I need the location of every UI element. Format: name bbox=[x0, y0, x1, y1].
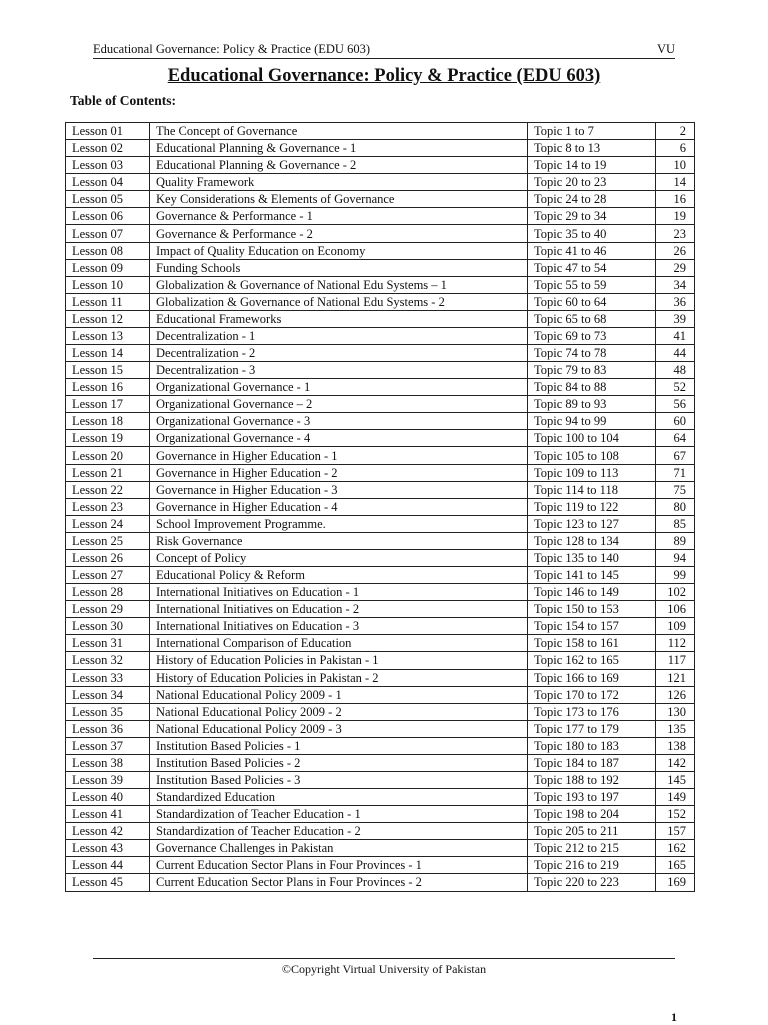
toc-row bbox=[66, 259, 695, 276]
lesson-cell: Lesson 36 bbox=[66, 720, 150, 737]
topic-range-cell: Topic 193 to 197 bbox=[528, 789, 656, 806]
toc-row bbox=[66, 686, 695, 703]
topic-range-cell: Topic 188 to 192 bbox=[528, 771, 656, 788]
lesson-title-cell: Educational Planning & Governance - 1 bbox=[150, 140, 528, 157]
toc-row bbox=[66, 874, 695, 891]
page-ref-cell: 112 bbox=[656, 635, 695, 652]
lesson-cell: Lesson 28 bbox=[66, 584, 150, 601]
lesson-cell: Lesson 34 bbox=[66, 686, 150, 703]
lesson-title-cell: Institution Based Policies - 1 bbox=[150, 737, 528, 754]
page-ref-cell: 39 bbox=[656, 310, 695, 327]
page-ref-cell: 109 bbox=[656, 618, 695, 635]
lesson-title-cell: Current Education Sector Plans in Four Provinces - 1 bbox=[150, 857, 528, 874]
lesson-title-cell: Risk Governance bbox=[150, 532, 528, 549]
lesson-title-cell: Organizational Governance – 2 bbox=[150, 396, 528, 413]
topic-range-cell: Topic 89 to 93 bbox=[528, 396, 656, 413]
lesson-title-cell: Globalization & Governance of National Edu Systems – 1 bbox=[150, 276, 528, 293]
lesson-cell: Lesson 41 bbox=[66, 806, 150, 823]
topic-range-cell: Topic 94 to 99 bbox=[528, 413, 656, 430]
toc-row bbox=[66, 174, 695, 191]
topic-range-cell: Topic 146 to 149 bbox=[528, 584, 656, 601]
toc-row bbox=[66, 208, 695, 225]
toc-row bbox=[66, 823, 695, 840]
toc-row bbox=[66, 652, 695, 669]
lesson-cell: Lesson 42 bbox=[66, 823, 150, 840]
page-ref-cell: 80 bbox=[656, 498, 695, 515]
topic-range-cell: Topic 170 to 172 bbox=[528, 686, 656, 703]
lesson-title-cell: Educational Planning & Governance - 2 bbox=[150, 157, 528, 174]
page-ref-cell: 75 bbox=[656, 481, 695, 498]
page-ref-cell: 162 bbox=[656, 840, 695, 857]
page-ref-cell: 10 bbox=[656, 157, 695, 174]
toc-row bbox=[66, 584, 695, 601]
topic-range-cell: Topic 20 to 23 bbox=[528, 174, 656, 191]
page-ref-cell: 85 bbox=[656, 515, 695, 532]
page-ref-cell: 145 bbox=[656, 771, 695, 788]
topic-range-cell: Topic 41 to 46 bbox=[528, 242, 656, 259]
lesson-title-cell: Decentralization - 3 bbox=[150, 362, 528, 379]
lesson-title-cell: Current Education Sector Plans in Four Provinces - 2 bbox=[150, 874, 528, 891]
toc-table bbox=[65, 122, 695, 892]
topic-range-cell: Topic 100 to 104 bbox=[528, 430, 656, 447]
toc-row bbox=[66, 567, 695, 584]
lesson-cell: Lesson 35 bbox=[66, 703, 150, 720]
footer-copyright: ©Copyright Virtual University of Pakistan bbox=[281, 962, 487, 976]
page-ref-cell: 67 bbox=[656, 447, 695, 464]
page-ref-cell: 48 bbox=[656, 362, 695, 379]
lesson-cell: Lesson 03 bbox=[66, 157, 150, 174]
lesson-cell: Lesson 07 bbox=[66, 225, 150, 242]
lesson-title-cell: Quality Framework bbox=[150, 174, 528, 191]
lesson-title-cell: Governance in Higher Education - 2 bbox=[150, 464, 528, 481]
toc-table-body bbox=[66, 123, 695, 892]
toc-row bbox=[66, 771, 695, 788]
topic-range-cell: Topic 109 to 113 bbox=[528, 464, 656, 481]
lesson-title-cell: Governance in Higher Education - 1 bbox=[150, 447, 528, 464]
lesson-cell: Lesson 06 bbox=[66, 208, 150, 225]
lesson-cell: Lesson 10 bbox=[66, 276, 150, 293]
lesson-title-cell: Key Considerations & Elements of Governance bbox=[150, 191, 528, 208]
toc-row bbox=[66, 225, 695, 242]
topic-range-cell: Topic 35 to 40 bbox=[528, 225, 656, 242]
toc-row bbox=[66, 515, 695, 532]
page-ref-cell: 6 bbox=[656, 140, 695, 157]
page-ref-cell: 52 bbox=[656, 379, 695, 396]
page-ref-cell: 2 bbox=[656, 123, 695, 140]
topic-range-cell: Topic 119 to 122 bbox=[528, 498, 656, 515]
topic-range-cell: Topic 84 to 88 bbox=[528, 379, 656, 396]
page-ref-cell: 16 bbox=[656, 191, 695, 208]
lesson-cell: Lesson 26 bbox=[66, 549, 150, 566]
topic-range-cell: Topic 166 to 169 bbox=[528, 669, 656, 686]
lesson-title-cell: School Improvement Programme. bbox=[150, 515, 528, 532]
toc-row bbox=[66, 481, 695, 498]
topic-range-cell: Topic 123 to 127 bbox=[528, 515, 656, 532]
topic-range-cell: Topic 177 to 179 bbox=[528, 720, 656, 737]
lesson-title-cell: Governance & Performance - 1 bbox=[150, 208, 528, 225]
page-ref-cell: 142 bbox=[656, 754, 695, 771]
lesson-title-cell: The Concept of Governance bbox=[150, 123, 528, 140]
page-ref-cell: 71 bbox=[656, 464, 695, 481]
lesson-cell: Lesson 44 bbox=[66, 857, 150, 874]
page-ref-cell: 89 bbox=[656, 532, 695, 549]
topic-range-cell: Topic 65 to 68 bbox=[528, 310, 656, 327]
lesson-cell: Lesson 14 bbox=[66, 345, 150, 362]
lesson-title-cell: Organizational Governance - 3 bbox=[150, 413, 528, 430]
topic-range-cell: Topic 184 to 187 bbox=[528, 754, 656, 771]
page-ref-cell: 126 bbox=[656, 686, 695, 703]
lesson-cell: Lesson 25 bbox=[66, 532, 150, 549]
page-ref-cell: 44 bbox=[656, 345, 695, 362]
page-ref-cell: 157 bbox=[656, 823, 695, 840]
running-header bbox=[93, 41, 675, 59]
topic-range-cell: Topic 141 to 145 bbox=[528, 567, 656, 584]
toc-row bbox=[66, 789, 695, 806]
page-ref-cell: 19 bbox=[656, 208, 695, 225]
page-title bbox=[0, 66, 768, 87]
lesson-title-cell: Governance in Higher Education - 4 bbox=[150, 498, 528, 515]
lesson-title-cell: Governance & Performance - 2 bbox=[150, 225, 528, 242]
page-ref-cell: 34 bbox=[656, 276, 695, 293]
toc-row bbox=[66, 806, 695, 823]
lesson-cell: Lesson 39 bbox=[66, 771, 150, 788]
lesson-cell: Lesson 37 bbox=[66, 737, 150, 754]
lesson-cell: Lesson 15 bbox=[66, 362, 150, 379]
lesson-title-cell: Standardized Education bbox=[150, 789, 528, 806]
page-ref-cell: 138 bbox=[656, 737, 695, 754]
lesson-cell: Lesson 45 bbox=[66, 874, 150, 891]
page-ref-cell: 165 bbox=[656, 857, 695, 874]
toc-row bbox=[66, 703, 695, 720]
lesson-cell: Lesson 33 bbox=[66, 669, 150, 686]
lesson-cell: Lesson 23 bbox=[66, 498, 150, 515]
lesson-title-cell: International Initiatives on Education - 3 bbox=[150, 618, 528, 635]
topic-range-cell: Topic 158 to 161 bbox=[528, 635, 656, 652]
toc-row bbox=[66, 532, 695, 549]
toc-row bbox=[66, 447, 695, 464]
toc-row bbox=[66, 601, 695, 618]
lesson-cell: Lesson 08 bbox=[66, 242, 150, 259]
page-ref-cell: 169 bbox=[656, 874, 695, 891]
lesson-title-cell: Institution Based Policies - 3 bbox=[150, 771, 528, 788]
header-course-title: Educational Governance: Policy & Practice (EDU 603) bbox=[93, 42, 370, 56]
lesson-title-cell: Standardization of Teacher Education - 1 bbox=[150, 806, 528, 823]
page-ref-cell: 23 bbox=[656, 225, 695, 242]
topic-range-cell: Topic 1 to 7 bbox=[528, 123, 656, 140]
toc-row bbox=[66, 720, 695, 737]
page-ref-cell: 60 bbox=[656, 413, 695, 430]
topic-range-cell: Topic 162 to 165 bbox=[528, 652, 656, 669]
topic-range-cell: Topic 150 to 153 bbox=[528, 601, 656, 618]
lesson-cell: Lesson 17 bbox=[66, 396, 150, 413]
topic-range-cell: Topic 60 to 64 bbox=[528, 293, 656, 310]
lesson-title-cell: Globalization & Governance of National Edu Systems - 2 bbox=[150, 293, 528, 310]
topic-range-cell: Topic 212 to 215 bbox=[528, 840, 656, 857]
lesson-title-cell: International Comparison of Education bbox=[150, 635, 528, 652]
toc-row bbox=[66, 737, 695, 754]
lesson-title-cell: National Educational Policy 2009 - 2 bbox=[150, 703, 528, 720]
lesson-cell: Lesson 18 bbox=[66, 413, 150, 430]
topic-range-cell: Topic 128 to 134 bbox=[528, 532, 656, 549]
lesson-title-cell: Standardization of Teacher Education - 2 bbox=[150, 823, 528, 840]
lesson-cell: Lesson 32 bbox=[66, 652, 150, 669]
lesson-cell: Lesson 24 bbox=[66, 515, 150, 532]
lesson-cell: Lesson 16 bbox=[66, 379, 150, 396]
page-ref-cell: 135 bbox=[656, 720, 695, 737]
lesson-cell: Lesson 13 bbox=[66, 327, 150, 344]
topic-range-cell: Topic 29 to 34 bbox=[528, 208, 656, 225]
lesson-cell: Lesson 21 bbox=[66, 464, 150, 481]
lesson-cell: Lesson 11 bbox=[66, 293, 150, 310]
toc-row bbox=[66, 293, 695, 310]
page-ref-cell: 117 bbox=[656, 652, 695, 669]
toc-row bbox=[66, 635, 695, 652]
toc-row bbox=[66, 413, 695, 430]
page-ref-cell: 130 bbox=[656, 703, 695, 720]
toc-row bbox=[66, 840, 695, 857]
lesson-title-cell: Impact of Quality Education on Economy bbox=[150, 242, 528, 259]
toc-row bbox=[66, 498, 695, 515]
toc-row bbox=[66, 669, 695, 686]
toc-heading: Table of Contents: bbox=[70, 93, 177, 108]
lesson-title-cell: Educational Frameworks bbox=[150, 310, 528, 327]
lesson-cell: Lesson 40 bbox=[66, 789, 150, 806]
lesson-title-cell: Governance in Higher Education - 3 bbox=[150, 481, 528, 498]
lesson-cell: Lesson 38 bbox=[66, 754, 150, 771]
toc-row bbox=[66, 754, 695, 771]
toc-row bbox=[66, 396, 695, 413]
lesson-cell: Lesson 22 bbox=[66, 481, 150, 498]
toc-row bbox=[66, 191, 695, 208]
page-ref-cell: 64 bbox=[656, 430, 695, 447]
topic-range-cell: Topic 198 to 204 bbox=[528, 806, 656, 823]
lesson-cell: Lesson 31 bbox=[66, 635, 150, 652]
toc-row bbox=[66, 379, 695, 396]
footer-rule bbox=[93, 958, 675, 959]
lesson-title-cell: Organizational Governance - 1 bbox=[150, 379, 528, 396]
topic-range-cell: Topic 74 to 78 bbox=[528, 345, 656, 362]
topic-range-cell: Topic 79 to 83 bbox=[528, 362, 656, 379]
toc-row bbox=[66, 618, 695, 635]
lesson-title-cell: Educational Policy & Reform bbox=[150, 567, 528, 584]
page-ref-cell: 121 bbox=[656, 669, 695, 686]
lesson-title-cell: History of Education Policies in Pakistan - 1 bbox=[150, 652, 528, 669]
topic-range-cell: Topic 205 to 211 bbox=[528, 823, 656, 840]
page-ref-cell: 149 bbox=[656, 789, 695, 806]
lesson-title-cell: National Educational Policy 2009 - 3 bbox=[150, 720, 528, 737]
page-ref-cell: 94 bbox=[656, 549, 695, 566]
lesson-cell: Lesson 19 bbox=[66, 430, 150, 447]
topic-range-cell: Topic 14 to 19 bbox=[528, 157, 656, 174]
topic-range-cell: Topic 105 to 108 bbox=[528, 447, 656, 464]
lesson-title-cell: Organizational Governance - 4 bbox=[150, 430, 528, 447]
topic-range-cell: Topic 173 to 176 bbox=[528, 703, 656, 720]
topic-range-cell: Topic 47 to 54 bbox=[528, 259, 656, 276]
page-ref-cell: 26 bbox=[656, 242, 695, 259]
lesson-cell: Lesson 02 bbox=[66, 140, 150, 157]
topic-range-cell: Topic 220 to 223 bbox=[528, 874, 656, 891]
page-title-text: Educational Governance: Policy & Practice (EDU 603) bbox=[167, 66, 601, 86]
lesson-title-cell: International Initiatives on Education - 1 bbox=[150, 584, 528, 601]
topic-range-cell: Topic 8 to 13 bbox=[528, 140, 656, 157]
page-ref-cell: 36 bbox=[656, 293, 695, 310]
lesson-title-cell: Governance Challenges in Pakistan bbox=[150, 840, 528, 857]
lesson-cell: Lesson 12 bbox=[66, 310, 150, 327]
page-ref-cell: 14 bbox=[656, 174, 695, 191]
lesson-cell: Lesson 43 bbox=[66, 840, 150, 857]
lesson-cell: Lesson 20 bbox=[66, 447, 150, 464]
topic-range-cell: Topic 180 to 183 bbox=[528, 737, 656, 754]
lesson-title-cell: National Educational Policy 2009 - 1 bbox=[150, 686, 528, 703]
lesson-cell: Lesson 09 bbox=[66, 259, 150, 276]
toc-row bbox=[66, 327, 695, 344]
page-ref-cell: 29 bbox=[656, 259, 695, 276]
lesson-title-cell: Concept of Policy bbox=[150, 549, 528, 566]
lesson-cell: Lesson 04 bbox=[66, 174, 150, 191]
topic-range-cell: Topic 114 to 118 bbox=[528, 481, 656, 498]
lesson-title-cell: Decentralization - 2 bbox=[150, 345, 528, 362]
lesson-cell: Lesson 27 bbox=[66, 567, 150, 584]
lesson-cell: Lesson 05 bbox=[66, 191, 150, 208]
lesson-title-cell: Institution Based Policies - 2 bbox=[150, 754, 528, 771]
page-ref-cell: 102 bbox=[656, 584, 695, 601]
page-ref-cell: 41 bbox=[656, 327, 695, 344]
topic-range-cell: Topic 135 to 140 bbox=[528, 549, 656, 566]
toc-row bbox=[66, 310, 695, 327]
lesson-cell: Lesson 01 bbox=[66, 123, 150, 140]
toc-row bbox=[66, 242, 695, 259]
header-university: VU bbox=[656, 42, 675, 56]
topic-range-cell: Topic 216 to 219 bbox=[528, 857, 656, 874]
page-ref-cell: 152 bbox=[656, 806, 695, 823]
toc-row bbox=[66, 123, 695, 140]
topic-range-cell: Topic 154 to 157 bbox=[528, 618, 656, 635]
toc-row bbox=[66, 140, 695, 157]
lesson-title-cell: History of Education Policies in Pakistan - 2 bbox=[150, 669, 528, 686]
topic-range-cell: Topic 55 to 59 bbox=[528, 276, 656, 293]
page-ref-cell: 56 bbox=[656, 396, 695, 413]
toc-row bbox=[66, 345, 695, 362]
page-ref-cell: 106 bbox=[656, 601, 695, 618]
lesson-cell: Lesson 29 bbox=[66, 601, 150, 618]
toc-row bbox=[66, 362, 695, 379]
lesson-title-cell: Decentralization - 1 bbox=[150, 327, 528, 344]
lesson-title-cell: Funding Schools bbox=[150, 259, 528, 276]
page-number: 1 bbox=[671, 1010, 677, 1024]
topic-range-cell: Topic 69 to 73 bbox=[528, 327, 656, 344]
toc-row bbox=[66, 157, 695, 174]
topic-range-cell: Topic 24 to 28 bbox=[528, 191, 656, 208]
toc-row bbox=[66, 549, 695, 566]
lesson-title-cell: International Initiatives on Education - 2 bbox=[150, 601, 528, 618]
lesson-cell: Lesson 30 bbox=[66, 618, 150, 635]
page-ref-cell: 99 bbox=[656, 567, 695, 584]
toc-row bbox=[66, 430, 695, 447]
toc-row bbox=[66, 464, 695, 481]
toc-row bbox=[66, 857, 695, 874]
toc-row bbox=[66, 276, 695, 293]
